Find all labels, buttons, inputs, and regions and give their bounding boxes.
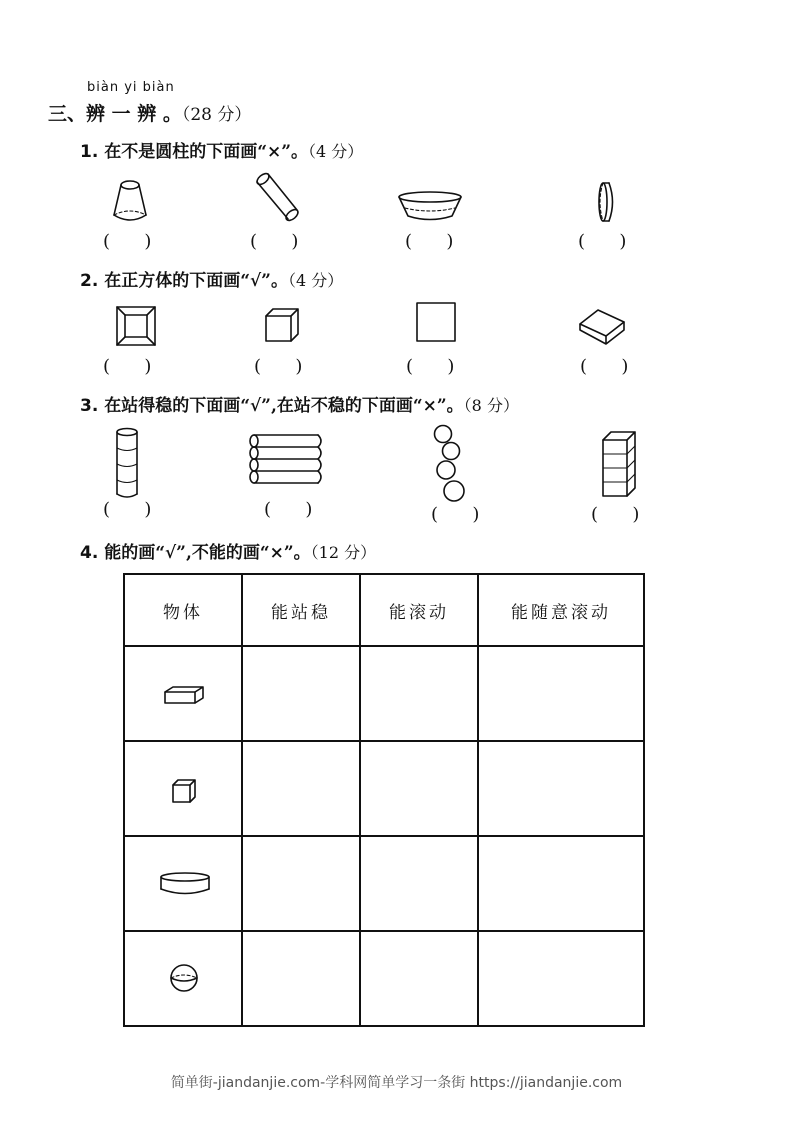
sphere-icon (168, 962, 200, 994)
cube-icon (264, 307, 300, 343)
small-cube-icon (171, 778, 197, 804)
stacked-cylinders-icon (114, 426, 140, 500)
table-cell-answer[interactable] (242, 836, 360, 931)
answer-blank-3-3[interactable]: ( ) (431, 504, 480, 525)
question-4-number: 4. (80, 543, 99, 563)
table-row (124, 646, 644, 741)
question-1-points: （4 分） (308, 142, 364, 161)
question-1-text: 在不是圆柱的下面画“×”。 (104, 142, 309, 162)
table-header-can-stand: 能站稳 (242, 574, 360, 646)
square-frustum-icon (116, 306, 156, 346)
section-pinyin: biàn yi biàn (87, 80, 175, 95)
answer-blank-3-1[interactable]: ( ) (103, 499, 152, 520)
question-3-number: 3. (80, 396, 99, 416)
answer-blank-1-4[interactable]: ( ) (578, 231, 627, 252)
question-4-points: （12 分） (310, 543, 377, 562)
truncated-cone-icon (110, 178, 150, 224)
table-cell-answer[interactable] (360, 836, 478, 931)
table-header-row (124, 574, 644, 646)
table-cell-answer[interactable] (242, 931, 360, 1026)
table-cell-object (124, 931, 242, 1026)
table-cell-answer[interactable] (478, 741, 644, 836)
answer-blank-1-1[interactable]: ( ) (103, 231, 152, 252)
question-3 (80, 391, 519, 416)
question-2 (80, 266, 343, 291)
stacked-cubes-icon (601, 430, 637, 498)
section-title-text: 三、辨 一 辨 。 (48, 103, 182, 125)
table-cell-answer[interactable] (478, 836, 644, 931)
question-1-number: 1. (80, 142, 99, 162)
table-row (124, 931, 644, 1026)
table-cell-object (124, 646, 242, 741)
table-cell-object (124, 836, 242, 931)
section-score: （28 分） (181, 105, 252, 125)
question-2-text: 在正方体的下面画“√”。 (104, 271, 288, 291)
cylinder-icon (159, 871, 211, 897)
answer-blank-2-3[interactable]: ( ) (406, 356, 455, 377)
table-cell-answer[interactable] (242, 646, 360, 741)
table-cell-answer[interactable] (360, 741, 478, 836)
cuboid-icon (163, 685, 205, 705)
answer-blank-3-4[interactable]: ( ) (591, 504, 640, 525)
question-4 (80, 538, 376, 563)
table-cell-answer[interactable] (242, 741, 360, 836)
table-cell-answer[interactable] (360, 931, 478, 1026)
flat-cylinder-icon (589, 180, 617, 224)
question-3-points: （8 分） (463, 396, 519, 415)
tilted-cylinder-icon (252, 170, 302, 226)
stacked-logs-icon (246, 432, 324, 488)
square-icon (416, 302, 456, 342)
table-row (124, 836, 644, 931)
tilted-cube-icon (578, 307, 626, 347)
answer-table (123, 573, 645, 1027)
answer-blank-2-1[interactable]: ( ) (103, 356, 152, 377)
bowl-icon (396, 190, 464, 224)
question-3-text: 在站得稳的下面画“√”,在站不稳的下面画“×”。 (104, 396, 464, 416)
table-row (124, 741, 644, 836)
table-cell-object (124, 741, 242, 836)
question-2-number: 2. (80, 271, 99, 291)
table-header-can-roll-freely: 能随意滚动 (478, 574, 644, 646)
answer-blank-3-2[interactable]: ( ) (264, 499, 313, 520)
table-header-can-roll: 能滚动 (360, 574, 478, 646)
section-title (48, 99, 251, 126)
question-2-points: （4 分） (287, 271, 344, 290)
answer-blank-1-2[interactable]: ( ) (250, 231, 299, 252)
answer-blank-1-3[interactable]: ( ) (405, 231, 454, 252)
stacked-balls-icon (430, 424, 470, 504)
table-header-object: 物体 (124, 574, 242, 646)
answer-blank-2-4[interactable]: ( ) (580, 356, 629, 377)
table-cell-answer[interactable] (360, 646, 478, 741)
question-4-text: 能的画“√”,不能的画“×”。 (104, 543, 311, 563)
footer-watermark: 简单街-jiandanjie.com-学科网简单学习一条街 https://jiandanjie.com (170, 1075, 623, 1091)
answer-blank-2-2[interactable]: ( ) (254, 356, 303, 377)
question-1 (80, 137, 363, 162)
table-cell-answer[interactable] (478, 646, 644, 741)
table-cell-answer[interactable] (478, 931, 644, 1026)
